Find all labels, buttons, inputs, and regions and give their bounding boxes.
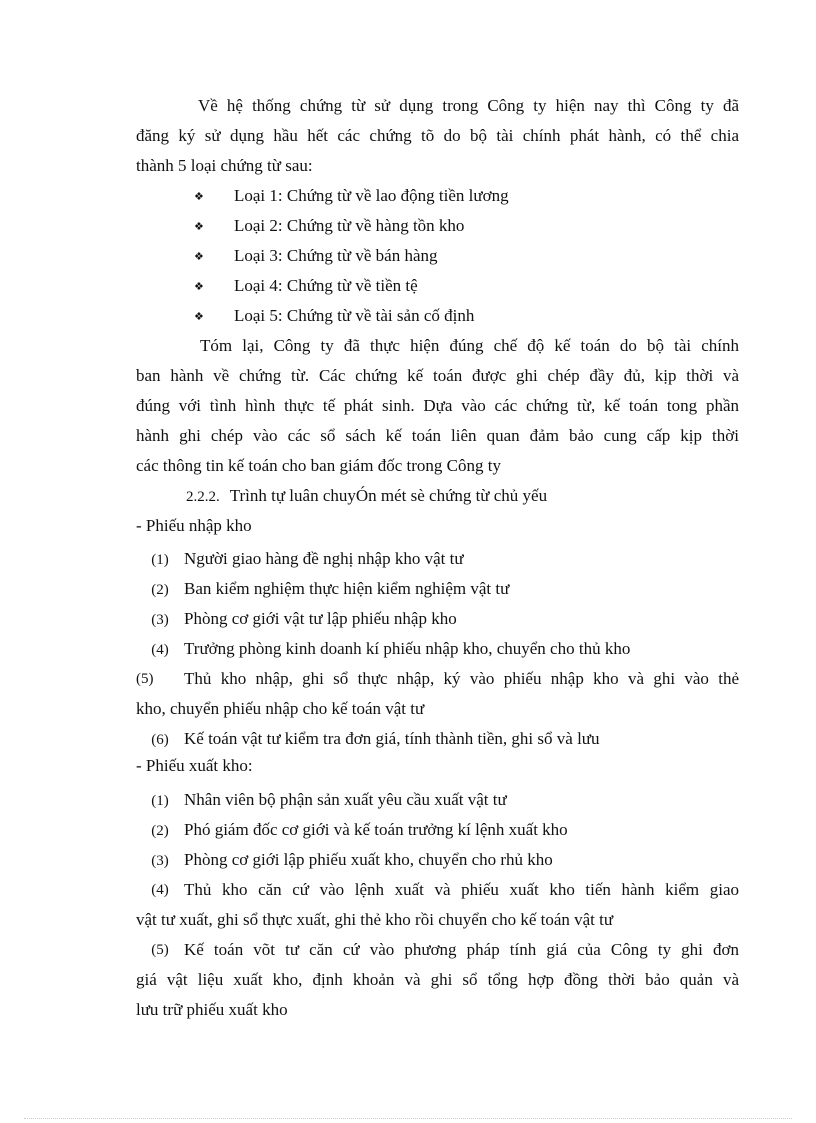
receipt-step: (3) Phòng cơ giới vật tư lập phiếu nhập kho [136, 604, 739, 634]
step-number: (4) [151, 642, 169, 658]
diamond-bullet-icon: ❖ [194, 251, 204, 263]
step-number: (4) [151, 882, 169, 898]
issue-step: (2) Phó giám đốc cơ giới và kế toán trưởng kí lệnh xuất kho [136, 815, 739, 845]
receipt-step: (6) Kế toán vật tư kiểm tra đơn giá, tính thành tiền, ghi sổ và lưu [136, 724, 739, 754]
receipt-step: (1) Người giao hàng đề nghị nhập kho vật tư [136, 544, 739, 574]
step-number: (5) [151, 942, 169, 958]
diamond-bullet-icon: ❖ [194, 281, 204, 293]
issue-step: (4) Thủ kho căn cứ vào lệnh xuất và phiếu xuất kho tiến hành kiểm giao vật tư xuất, ghi sổ thực xuất, ghi thẻ kho rồi chuyển cho kế toán vật tư [136, 875, 739, 935]
summary-line: các thông tin kế toán cho ban giám đốc trong Công ty [136, 456, 501, 475]
receipt-step: (4) Trưởng phòng kinh doanh kí phiếu nhập kho, chuyển cho thủ kho [136, 634, 739, 664]
issue-step: (1) Nhân viên bộ phận sản xuất yêu cầu xuất vật tư [136, 785, 739, 815]
bullet-item: ❖ Loại 5: Chứng từ về tài sản cố định [194, 301, 474, 331]
receipt-label: - Phiếu nhập kho [136, 516, 252, 535]
summary-line: hành ghi chép vào các sổ sách kế toán liên quan đảm bảo cung cấp kịp thời [136, 426, 739, 445]
step-number: (1) [151, 552, 169, 568]
summary-line: đúng với tình hình thực tế phát sinh. Dựa vào các chứng từ, kế toán tong phần [136, 396, 739, 415]
step-number: (3) [151, 612, 169, 628]
section-title: Trình tự luân chuyÓn mét sè chứng từ chủ yếu [229, 486, 548, 505]
step-number: (5) [136, 671, 154, 687]
bullet-item: ❖ Loại 1: Chứng từ về lao động tiền lương [194, 181, 509, 211]
diamond-bullet-icon: ❖ [194, 191, 204, 203]
step-number: (1) [151, 793, 169, 809]
issue-step: (5) Kế toán võt tư căn cứ vào phương pháp tính giá của Công ty ghi đơn giá vật liệu xuất kho, định khoản và ghi sổ tổng hợp đồng thời bảo quản và lưu trữ phiếu xuất kho [136, 935, 739, 1025]
page-bottom-divider [24, 1118, 792, 1119]
diamond-bullet-icon: ❖ [194, 221, 204, 233]
intro-paragraph [136, 91, 739, 181]
section-number: 2.2.2. [186, 489, 220, 505]
bullet-item: ❖ Loại 2: Chứng từ về hàng tồn kho [194, 211, 464, 241]
summary-paragraph [136, 331, 739, 481]
receipt-step: (5) Thủ kho nhập, ghi sổ thực nhập, ký vào phiếu nhập kho và ghi vào thẻ kho, chuyển phiếu nhập cho kế toán vật tư [136, 664, 739, 724]
step-number: (2) [151, 582, 169, 598]
section-heading [186, 481, 547, 511]
bullet-item: ❖ Loại 4: Chứng từ về tiền tệ [194, 271, 418, 301]
step-number: (2) [151, 823, 169, 839]
intro-line: đăng ký sử dụng hầu hết các chứng tõ do bộ tài chính phát hành, có thể chia [136, 126, 739, 145]
summary-line: Tóm lại, Công ty đã thực hiện đúng chế độ kế toán do bộ tài chính [200, 336, 739, 355]
issue-step: (3) Phòng cơ giới lập phiếu xuất kho, chuyển cho rhủ kho [136, 845, 739, 875]
receipt-step: (2) Ban kiểm nghiệm thực hiện kiểm nghiệm vật tư [136, 574, 739, 604]
intro-line: Về hệ thống chứng từ sử dụng trong Công ty hiện nay thì Công ty đã [198, 96, 739, 115]
intro-line: thành 5 loại chứng từ sau: [136, 156, 313, 175]
summary-line: ban hành về chứng từ. Các chứng kế toán được ghi chép đầy đủ, kịp thời và [136, 366, 739, 385]
diamond-bullet-icon: ❖ [194, 311, 204, 323]
bullet-item: ❖ Loại 3: Chứng từ về bán hàng [194, 241, 438, 271]
step-number: (3) [151, 853, 169, 869]
issue-label: - Phiếu xuất kho: [136, 756, 253, 775]
step-number: (6) [151, 732, 169, 748]
